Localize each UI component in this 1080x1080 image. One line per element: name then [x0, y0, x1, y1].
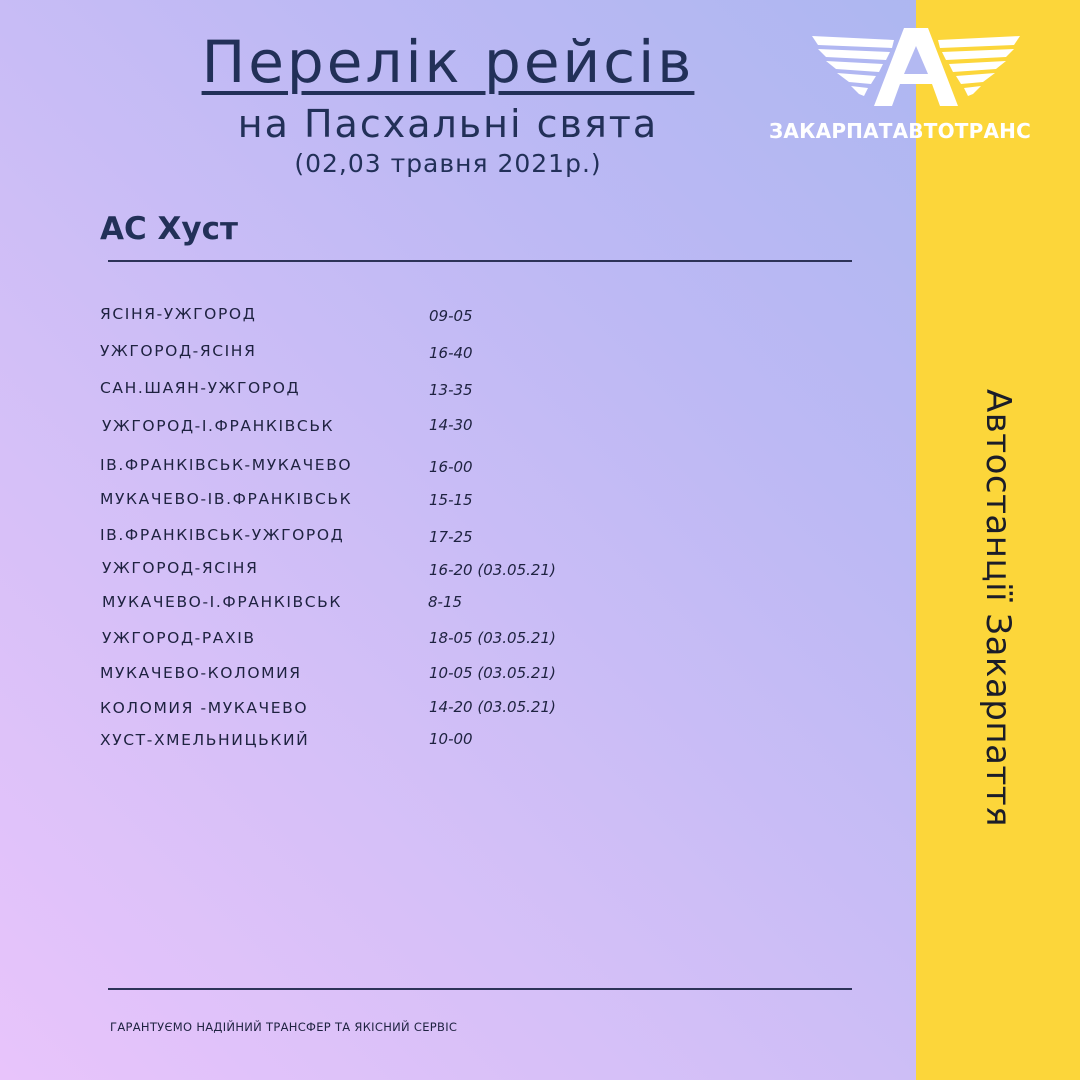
divider-bottom [108, 988, 852, 990]
winged-a-logo-icon [812, 26, 1020, 108]
route-name: УЖГОРОД-РАХІВ [102, 629, 256, 647]
departure-time: 15-15 [429, 491, 473, 509]
route-name: ХУСТ-ХМЕЛЬНИЦЬКИЙ [100, 731, 310, 749]
page-title [0, 28, 896, 96]
departure-time: 09-05 [429, 307, 473, 325]
page-subtitle: на Пасхальні свята [237, 102, 659, 146]
departure-time: 10-00 [429, 730, 473, 748]
divider-top [108, 260, 852, 262]
route-name: МУКАЧЕВО-КОЛОМИЯ [100, 664, 302, 682]
departure-time: 16-00 [429, 458, 473, 476]
route-name: МУКАЧЕВО-І.ФРАНКІВСЬК [102, 593, 342, 611]
station-title: АС Хуст [100, 211, 238, 247]
route-name: ІВ.ФРАНКІВСЬК-УЖГОРОД [100, 526, 345, 544]
departure-time: 13-35 [429, 381, 473, 399]
route-name: МУКАЧЕВО-ІВ.ФРАНКІВСЬК [100, 490, 353, 508]
footer-slogan: ГАРАНТУЄМО НАДІЙНИЙ ТРАНСФЕР ТА ЯКІСНИЙ СЕРВІС [110, 1020, 458, 1034]
route-name: САН.ШАЯН-УЖГОРОД [100, 379, 301, 397]
route-name: ІВ.ФРАНКІВСЬК-МУКАЧЕВО [100, 456, 353, 474]
departure-time: 16-40 [429, 344, 473, 362]
route-name: КОЛОМИЯ -МУКАЧЕВО [100, 699, 309, 717]
brand-name: ЗАКАРПАТАВТОТРАНС [769, 119, 1031, 143]
route-name: ЯСІНЯ-УЖГОРОД [100, 305, 257, 323]
departure-time: 18-05 (03.05.21) [429, 629, 556, 647]
departure-time: 8-15 [428, 593, 463, 611]
departure-time: 16-20 (03.05.21) [429, 561, 556, 579]
departure-time: 14-20 (03.05.21) [429, 698, 556, 716]
route-name: УЖГОРОД-ЯСІНЯ [100, 342, 257, 360]
departure-time: 14-30 [429, 416, 473, 434]
departure-time: 10-05 (03.05.21) [429, 664, 556, 682]
departure-time: 17-25 [429, 528, 473, 546]
sidebar-caption: Автостанції Закарпаття [978, 388, 1018, 828]
date-range: (02,03 травня 2021р.) [294, 149, 602, 178]
route-name: УЖГОРОД-І.ФРАНКІВСЬК [102, 417, 335, 435]
route-name: УЖГОРОД-ЯСІНЯ [102, 559, 259, 577]
page-title-text: Перелік рейсів [201, 28, 695, 96]
